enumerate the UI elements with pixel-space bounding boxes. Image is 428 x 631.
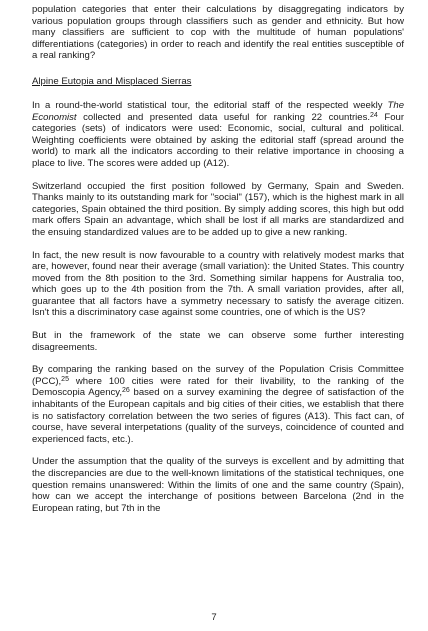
paragraph-text: where 100 cities were rated for their livability, to the ranking of the Demoscopia Agency,: [32, 375, 405, 399]
paragraph-text: Four categories (sets) of indicators were used: Economic, social, cultural and political. Weighting coefficients were obtained by asking the editorial staff (spread around the world) to mark all the indicators according to their relative importance in choosing a place to live. The scores were added up (A12).: [32, 111, 405, 169]
paragraph-text: collected and presented data useful for ranking 22 countries.: [83, 111, 371, 123]
paragraph-switzerland: Switzerland occupied the first position followed by Germany, Spain and Sweden. Thanks mainly to its outstanding mark for "social" (157), which is the highest mark in all categories, Spain obtained the third position. By simply adding scores, this high but odd mark offers Spain an advantage, which shall be lost if all marks are standardized and the ensuing standardized values are to be added up to give a new ranking.: [32, 180, 404, 238]
paragraph-text: based on a survey examining the degree of satisfaction of the inhabitants of the European capitals and big cities of their cities, we establish that there is no satisfactory correlation between the two series of figures (A13). This fact can, of course, have several interpetations (quality of the surveys, coincidence of counted and experienced facts, etc.).: [32, 387, 404, 445]
footnote-marker: 26: [122, 387, 130, 395]
publication-title: The Economist: [32, 99, 404, 123]
footnote-marker: 24: [370, 111, 378, 119]
paragraph-pcc-comparison: [32, 364, 404, 445]
paragraph-classifiers: population categories that enter their calculations by disaggregating indicators by various population groups through classifiers such as gender and ethnicity. But how many classifiers are sufficient to cop with the multitude of human populations' differentiations (categories) in order to reach and identify the real entities susceptible of a real ranking?: [32, 4, 404, 62]
section-heading: Alpine Eutopia and Misplaced Sierras: [32, 75, 192, 87]
page-number: 7: [211, 612, 217, 623]
paragraph-text: In a round-the-world statistical tour, the editorial staff of the respected weekly: [32, 99, 383, 111]
paragraph-disagreements: But in the framework of the state we can observe some further interesting disagreements.: [32, 330, 404, 353]
paragraph-new-result: In fact, the new result is now favourable to a country with relatively modest marks that are, however, found near their average (small variation): the United States. This country moved from the 8th position to the 3rd. Something similar happens for Australia too, which goes up to the 4th position from the 7th. A small variation provides, after all, guarantee that all factors have a symmetry necessary to satisfy the average citizen. Isn't this a discriminatory case against some countries, one of which is the US?: [32, 249, 404, 319]
page-body: [32, 4, 404, 525]
footnote-marker: 25: [61, 375, 69, 383]
paragraph-survey-quality: Under the assumption that the quality of the surveys is excellent and by admitting that the discrepancies are due to the well-known limitations of the statistical techniques, one question remains unanswered: Within the limits of one and the same country (Spain), how can we accept the interchange of positions between Barcelona (2nd in the European rating, but 7th in the: [32, 456, 404, 514]
paragraph-economist-tour: [32, 100, 404, 170]
paragraph-text: By comparing the ranking based on the survey of the Population Crisis Committee (PCC),: [32, 364, 404, 387]
